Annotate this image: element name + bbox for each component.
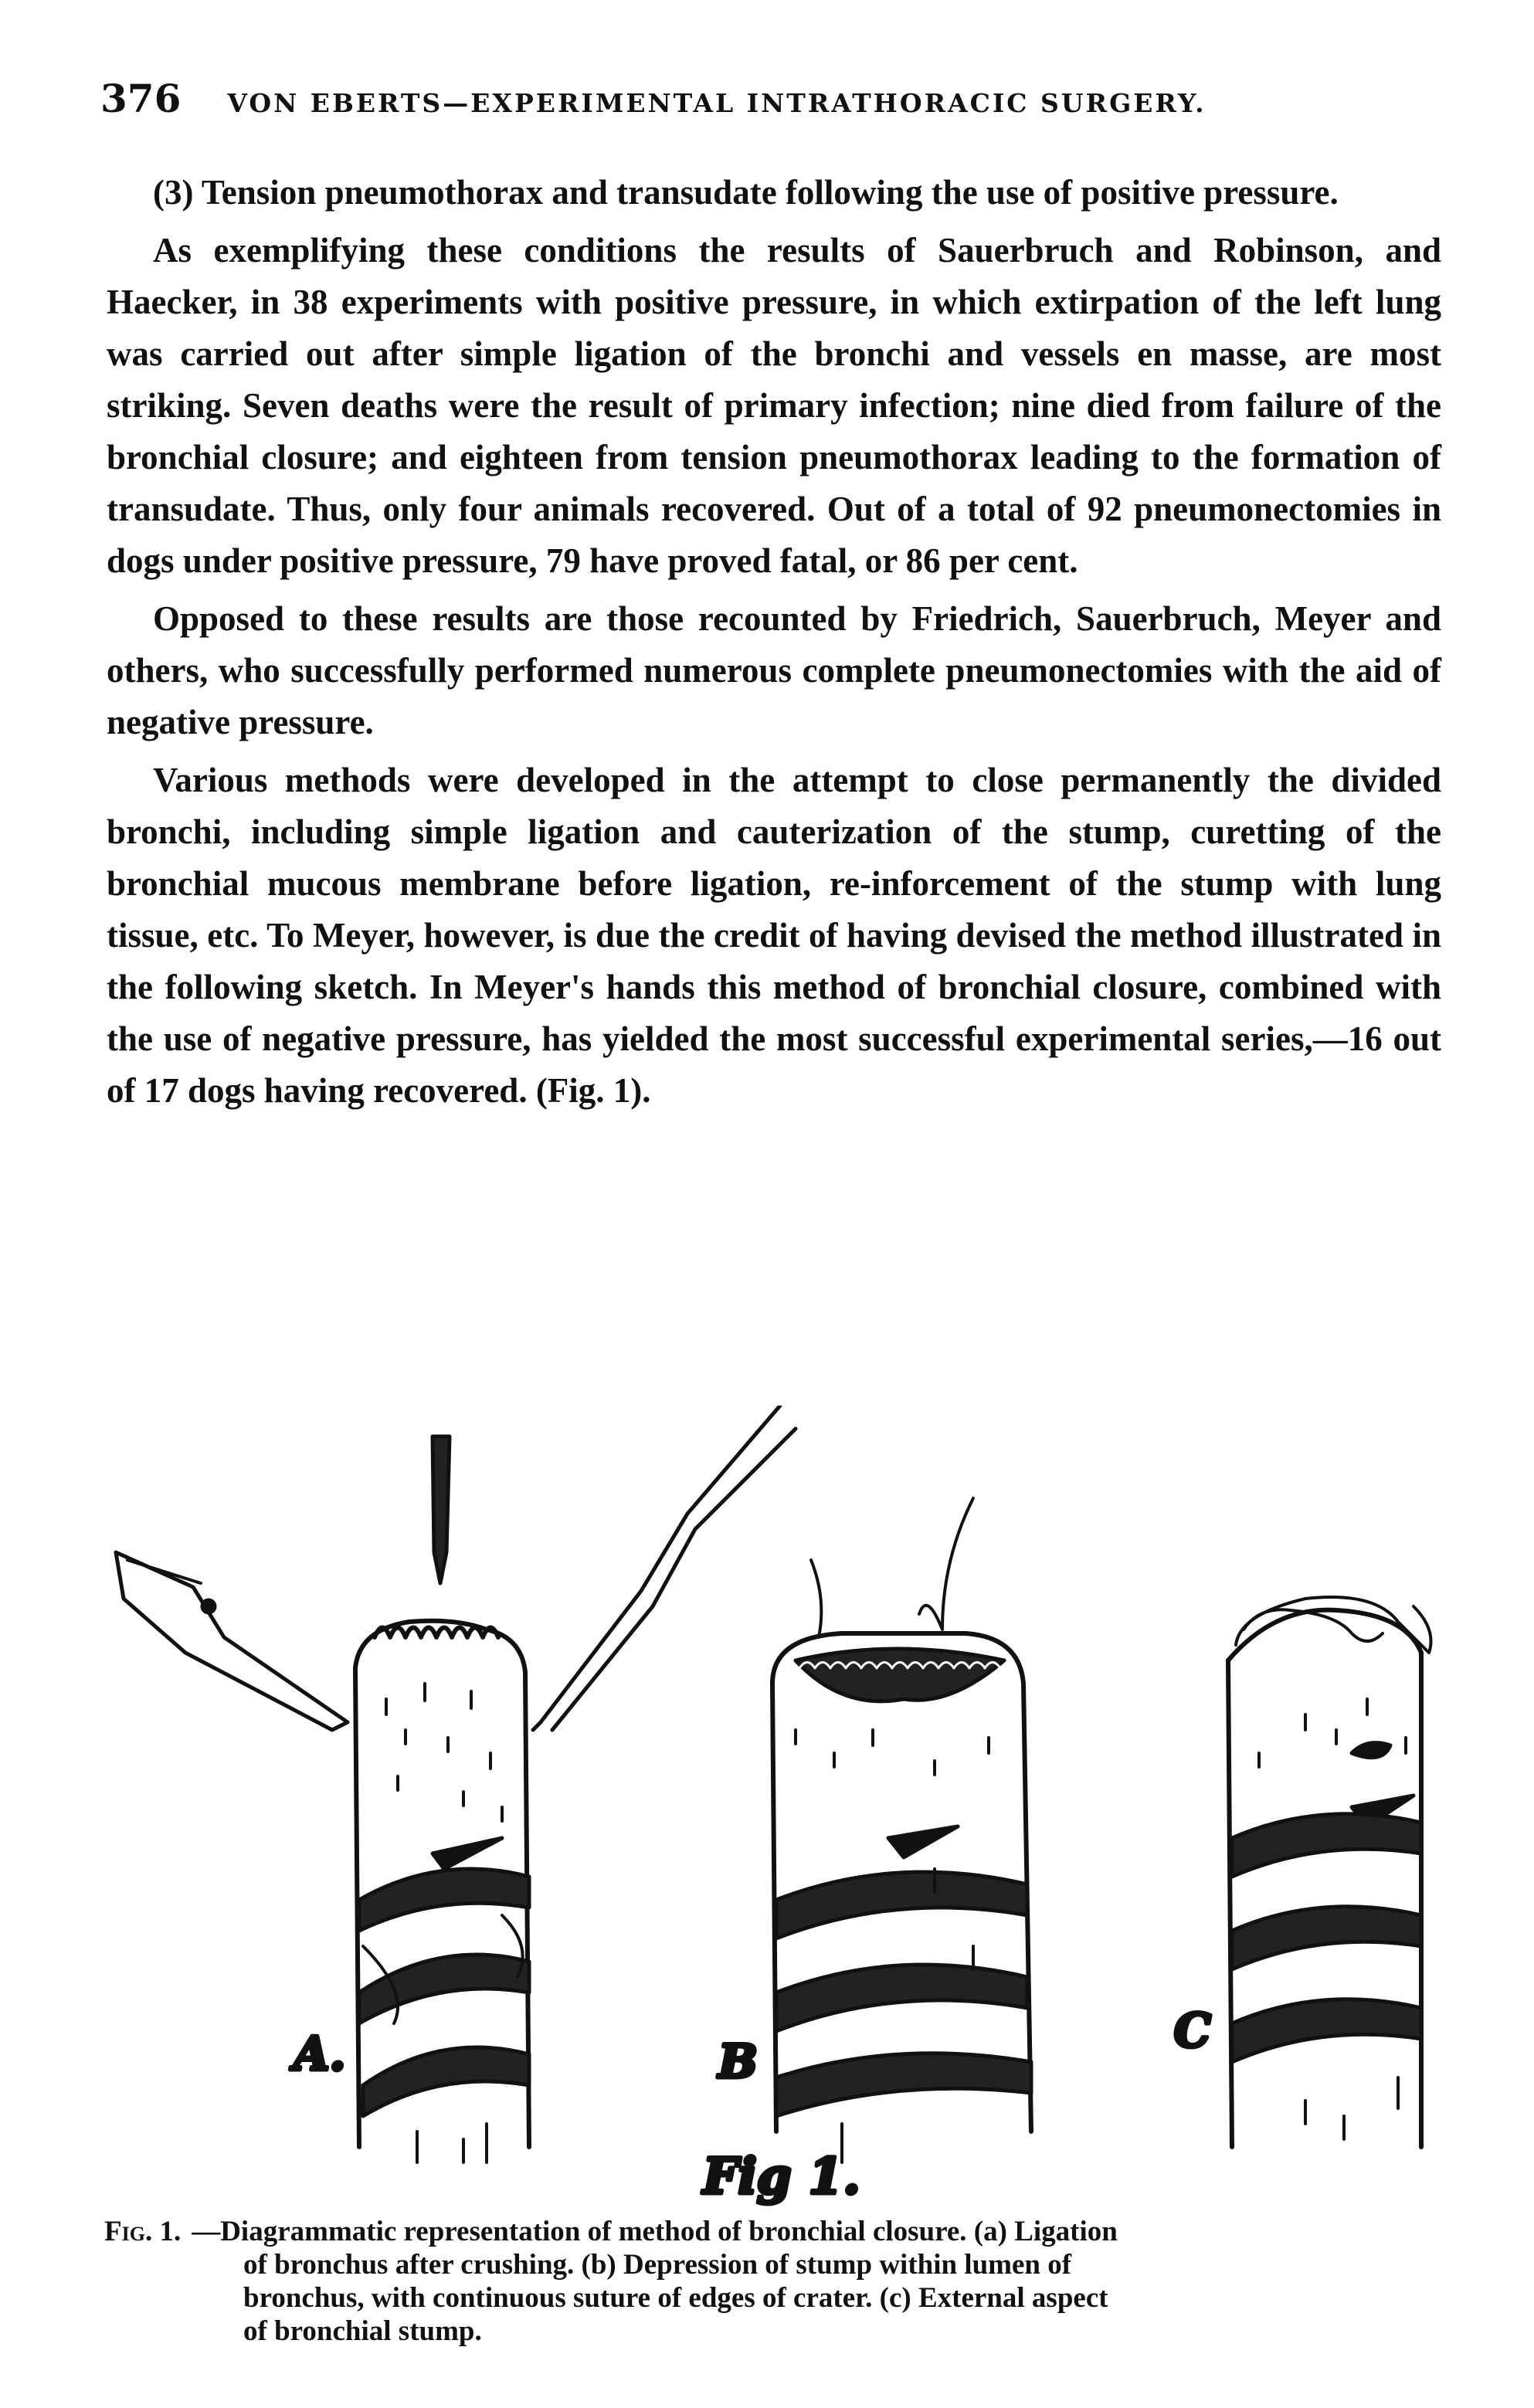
figure-caption (104, 2215, 1448, 2348)
paragraph-tension-pneumothorax: (3) Tension pneumothorax and transudate following the use of positive pressure. (153, 173, 1339, 212)
caption-line (104, 2215, 1448, 2248)
handwritten-figure-label: Fig 1. (703, 2148, 860, 2206)
panel-label-b: B (718, 2035, 758, 2089)
caption-label: Fig. 1. (104, 2216, 182, 2247)
figure-illustration (100, 1406, 1460, 2209)
panel-label-c: C (1174, 2004, 1211, 2058)
page-number: 376 (100, 76, 182, 121)
running-title: VON EBERTS—EXPERIMENTAL INTRATHORACIC SURGERY. (227, 88, 1206, 118)
body-text (107, 167, 1441, 1123)
caption-text: —Diagrammatic representation of method of bronchial closure. (a) Ligation (192, 2216, 1118, 2247)
paragraph-positive-pressure-results: As exemplifying these conditions the results of Sauerbruch and Robinson, and Haecker, in 38 experiments with positive pressure, in which extirpation of the left lung was carried out after simple ligation of the bronchi and vessels en masse, are most striking. Seven deaths were the result of primary infection; nine died from failure of the bronchial closure; and eighteen from tension pneumothorax leading to the formation of transudate. Thus, only four animals recovered. Out of a total of 92 pneumonectomies in dogs under positive pressure, 79 have proved fatal, or 86 per cent. (107, 231, 1441, 580)
caption-line: of bronchus after crushing. (b) Depression of stump within lumen of (243, 2249, 1072, 2281)
paragraph-bronchial-closure-methods: Various methods were developed in the attempt to close permanently the divided bronchi, including simple ligation and cauterization of the stump, curetting of the bronchial mucous membrane before ligation, re-inforcement of the stump with lung tissue, etc. To Meyer, however, is due the credit of having devised the method illustrated in the following sketch. In Meyer's hands this method of bronchial closure, combined with the use of negative pressure, has yielded the most successful experimental series,—16 out of 17 dogs having recovered. (Fig. 1). (107, 761, 1441, 1110)
caption-line: bronchus, with continuous suture of edges of crater. (c) External aspect (243, 2282, 1108, 2314)
panel-c-drawing (1228, 1597, 1431, 2147)
running-head (100, 76, 1444, 130)
panel-a-drawing (116, 1406, 796, 2162)
panel-b-drawing (772, 1498, 1031, 2162)
caption-line: of bronchial stump. (243, 2315, 482, 2347)
paragraph-negative-pressure-results: Opposed to these results are those recounted by Friedrich, Sauerbruch, Meyer and others, who successfully performed numerous complete pneumonectomies with the aid of negative pressure. (107, 599, 1441, 741)
panel-label-a: A. (294, 2027, 346, 2081)
figure-bronchial-closure (100, 1406, 1460, 2209)
